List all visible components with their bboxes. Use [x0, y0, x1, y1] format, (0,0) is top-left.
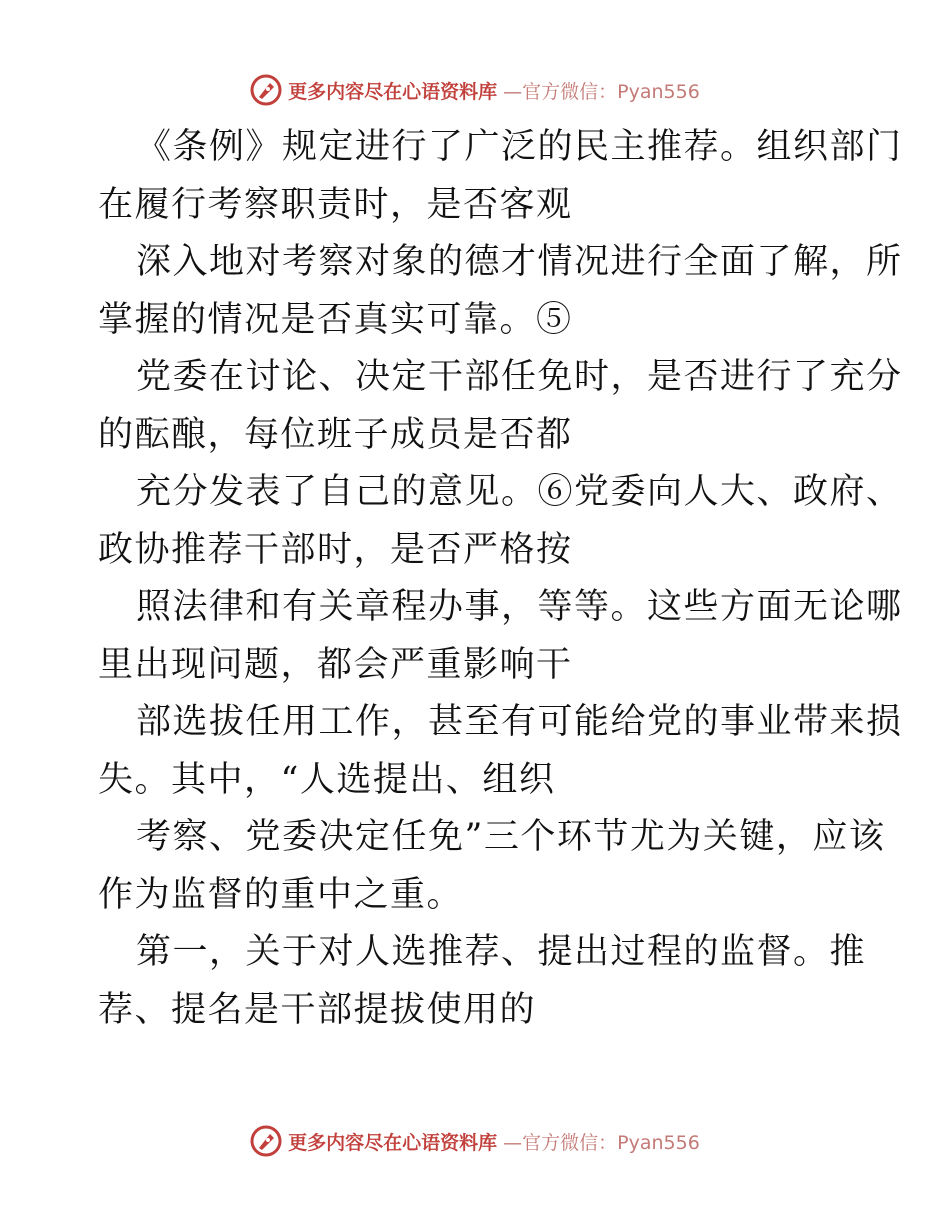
text-line: 在履行考察职责时，是否客观	[98, 184, 573, 225]
text-line: 《条例》规定进行了广泛的民主推荐。组织部门	[136, 127, 903, 167]
text-line: 深入地对考察对象的德才情况进行全面了解，所	[136, 242, 903, 282]
text-line: 作为监督的重中之重。	[98, 874, 464, 915]
text-line: 荐、提名是干部提拔使用的	[98, 989, 537, 1030]
pen-nib-logo-icon	[250, 74, 282, 106]
footer-banner-title: 更多内容尽在心语资料库	[288, 1131, 498, 1154]
text-line: 失。其中，“人选提出、组织	[98, 759, 556, 800]
text-line: 掌握的情况是否真实可靠。⑤	[98, 299, 573, 340]
text-line: 政协推荐干部时，是否严格按	[98, 529, 573, 570]
text-line: 部选拔任用工作，甚至有可能给党的事业带来损	[136, 702, 903, 742]
header-banner	[0, 70, 950, 110]
pen-nib-logo-icon	[250, 1125, 282, 1157]
text-line: 里出现问题，都会严重影响干	[98, 644, 573, 685]
text-line: 充分发表了自己的意见。⑥党委向人大、政府、	[136, 472, 903, 512]
text-line: 照法律和有关章程办事，等等。这些方面无论哪	[136, 587, 903, 627]
text-line: 的酝酿，每位班子成员是否都	[98, 414, 573, 455]
header-banner-title: 更多内容尽在心语资料库	[288, 80, 498, 103]
header-banner-wechat: —官方微信：Pyan556	[503, 80, 700, 103]
text-line: 党委在讨论、决定干部任免时，是否进行了充分	[136, 357, 903, 397]
document-body	[98, 119, 903, 1039]
footer-banner-wechat: —官方微信：Pyan556	[503, 1131, 700, 1154]
text-line: 考察、党委决定任免”三个环节尤为关键，应该	[136, 817, 886, 857]
text-line: 第一，关于对人选推荐、提出过程的监督。推	[136, 932, 867, 972]
footer-banner	[0, 1121, 950, 1161]
